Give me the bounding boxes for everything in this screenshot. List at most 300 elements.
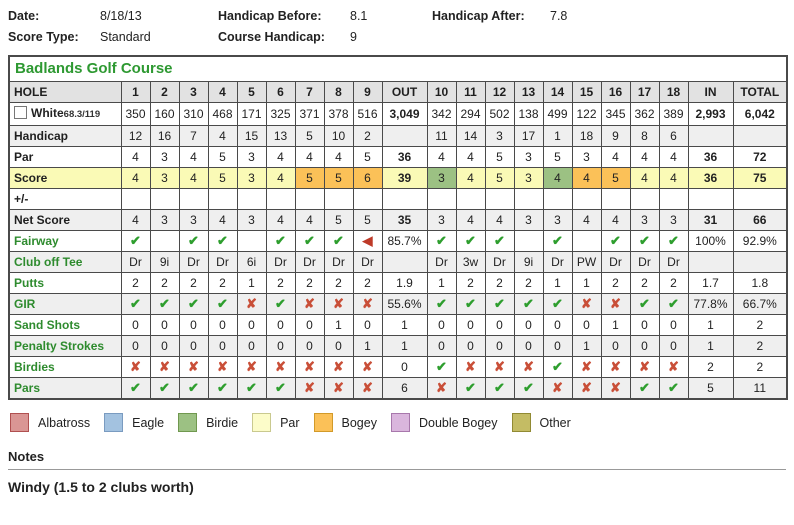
gir-cell bbox=[179, 294, 208, 315]
par-cell: 5 bbox=[208, 147, 237, 168]
cross-icon: ✘ bbox=[130, 359, 141, 374]
row-label-penalty-strokes: Penalty Strokes bbox=[9, 336, 121, 357]
putts-cell: 2 bbox=[601, 273, 630, 294]
tee-yardage-cell: 389 bbox=[659, 103, 688, 126]
check-icon: ✔ bbox=[333, 233, 344, 248]
pars-cell bbox=[179, 378, 208, 400]
putts-cell: 2 bbox=[266, 273, 295, 294]
pars-cell bbox=[237, 378, 266, 400]
row-label-sand-shots: Sand Shots bbox=[9, 315, 121, 336]
plus-minus-cell bbox=[427, 189, 456, 210]
tee-yardage-cell: 3,049 bbox=[382, 103, 427, 126]
score-type-label: Score Type: bbox=[8, 30, 79, 44]
putts-cell: 1 bbox=[543, 273, 572, 294]
putts-cell: 2 bbox=[514, 273, 543, 294]
check-icon: ✔ bbox=[217, 233, 228, 248]
check-icon: ✔ bbox=[639, 380, 650, 395]
row-score bbox=[9, 168, 787, 189]
club-off-tee-cell bbox=[688, 252, 733, 273]
fairway-cell bbox=[150, 231, 179, 252]
penalty-strokes-cell: 0 bbox=[456, 336, 485, 357]
cross-icon: ✘ bbox=[333, 380, 344, 395]
plus-minus-cell bbox=[514, 189, 543, 210]
penalty-strokes-cell: 2 bbox=[733, 336, 787, 357]
score-cell: 4 bbox=[179, 168, 208, 189]
row-label-handicap: Handicap bbox=[9, 126, 121, 147]
cross-icon: ✘ bbox=[304, 359, 315, 374]
plus-minus-cell bbox=[733, 189, 787, 210]
check-icon: ✔ bbox=[465, 233, 476, 248]
pars-cell: 11 bbox=[733, 378, 787, 400]
handicap-cell: 12 bbox=[121, 126, 150, 147]
handicap-cell: 2 bbox=[353, 126, 382, 147]
tee-yardage-cell: 2,993 bbox=[688, 103, 733, 126]
club-off-tee-cell: Dr bbox=[659, 252, 688, 273]
putts-cell: 2 bbox=[630, 273, 659, 294]
score-cell: 36 bbox=[688, 168, 733, 189]
row-label-par: Par bbox=[9, 147, 121, 168]
check-icon: ✔ bbox=[275, 296, 286, 311]
club-off-tee-cell: Dr bbox=[121, 252, 150, 273]
gir-cell: 55.6% bbox=[382, 294, 427, 315]
plus-minus-cell bbox=[659, 189, 688, 210]
club-off-tee-cell: Dr bbox=[353, 252, 382, 273]
par-cell: 4 bbox=[266, 147, 295, 168]
check-icon: ✔ bbox=[130, 296, 141, 311]
legend-label: Birdie bbox=[206, 415, 239, 430]
row-net-score bbox=[9, 210, 787, 231]
net-score-cell: 3 bbox=[514, 210, 543, 231]
legend-label: Double Bogey bbox=[418, 415, 498, 430]
score-cell: 3 bbox=[514, 168, 543, 189]
row-label-pars: Pars bbox=[9, 378, 121, 400]
legend-label: Eagle bbox=[132, 415, 165, 430]
net-score-cell: 4 bbox=[572, 210, 601, 231]
gir-cell bbox=[601, 294, 630, 315]
fairway-cell: 92.9% bbox=[733, 231, 787, 252]
sand-shots-cell: 0 bbox=[121, 315, 150, 336]
plus-minus-cell bbox=[572, 189, 601, 210]
score-cell: 4 bbox=[572, 168, 601, 189]
penalty-strokes-cell: 1 bbox=[382, 336, 427, 357]
cross-icon: ✘ bbox=[304, 380, 315, 395]
col-header: 17 bbox=[630, 82, 659, 103]
handicap-cell: 3 bbox=[485, 126, 514, 147]
net-score-cell: 3 bbox=[237, 210, 266, 231]
penalty-strokes-cell: 1 bbox=[572, 336, 601, 357]
par-cell: 3 bbox=[572, 147, 601, 168]
pars-cell bbox=[630, 378, 659, 400]
cross-icon: ✘ bbox=[610, 359, 621, 374]
birdies-cell bbox=[237, 357, 266, 378]
par-cell: 3 bbox=[237, 147, 266, 168]
tee-yardage-cell: 516 bbox=[353, 103, 382, 126]
penalty-strokes-cell: 0 bbox=[121, 336, 150, 357]
gir-cell bbox=[353, 294, 382, 315]
col-header: 6 bbox=[266, 82, 295, 103]
net-score-cell: 5 bbox=[353, 210, 382, 231]
notes-section bbox=[8, 449, 786, 495]
cross-icon: ✘ bbox=[581, 296, 592, 311]
sand-shots-cell: 1 bbox=[601, 315, 630, 336]
col-header: 12 bbox=[485, 82, 514, 103]
pars-cell: 6 bbox=[382, 378, 427, 400]
club-off-tee-cell: 3w bbox=[456, 252, 485, 273]
legend-swatch bbox=[314, 413, 333, 432]
legend-swatch bbox=[512, 413, 531, 432]
check-icon: ✔ bbox=[610, 233, 621, 248]
gir-cell bbox=[456, 294, 485, 315]
pars-cell bbox=[543, 378, 572, 400]
fairway-cell bbox=[353, 231, 382, 252]
par-cell: 36 bbox=[382, 147, 427, 168]
handicap-cell bbox=[382, 126, 427, 147]
check-icon: ✔ bbox=[465, 296, 476, 311]
putts-cell: 2 bbox=[121, 273, 150, 294]
par-cell: 5 bbox=[353, 147, 382, 168]
birdies-cell bbox=[630, 357, 659, 378]
plus-minus-cell bbox=[150, 189, 179, 210]
legend-label: Par bbox=[280, 415, 300, 430]
row-label-birdies: Birdies bbox=[9, 357, 121, 378]
score-cell: 5 bbox=[295, 168, 324, 189]
col-header: 4 bbox=[208, 82, 237, 103]
col-header: 13 bbox=[514, 82, 543, 103]
sand-shots-cell: 1 bbox=[382, 315, 427, 336]
pars-cell bbox=[353, 378, 382, 400]
check-icon: ✔ bbox=[188, 380, 199, 395]
sand-shots-cell: 0 bbox=[485, 315, 514, 336]
check-icon: ✔ bbox=[130, 233, 141, 248]
cross-icon: ✘ bbox=[333, 296, 344, 311]
fairway-cell bbox=[630, 231, 659, 252]
row-label-fairway: Fairway bbox=[9, 231, 121, 252]
handicap-cell: 7 bbox=[179, 126, 208, 147]
par-cell: 4 bbox=[295, 147, 324, 168]
handicap-cell: 14 bbox=[456, 126, 485, 147]
legend-item-par bbox=[252, 413, 299, 432]
gir-cell bbox=[324, 294, 353, 315]
birdies-cell bbox=[266, 357, 295, 378]
par-cell: 3 bbox=[150, 147, 179, 168]
par-cell: 4 bbox=[659, 147, 688, 168]
pars-cell bbox=[659, 378, 688, 400]
col-header: 1 bbox=[121, 82, 150, 103]
row-par bbox=[9, 147, 787, 168]
club-off-tee-cell: Dr bbox=[266, 252, 295, 273]
check-icon: ✔ bbox=[130, 380, 141, 395]
net-score-cell: 4 bbox=[601, 210, 630, 231]
score-cell: 75 bbox=[733, 168, 787, 189]
club-off-tee-cell: Dr bbox=[295, 252, 324, 273]
col-header: 3 bbox=[179, 82, 208, 103]
tee-label-cell bbox=[9, 103, 121, 126]
check-icon: ✔ bbox=[436, 296, 447, 311]
fairway-cell bbox=[121, 231, 150, 252]
par-cell: 4 bbox=[601, 147, 630, 168]
legend-swatch bbox=[178, 413, 197, 432]
birdies-cell bbox=[179, 357, 208, 378]
cross-icon: ✘ bbox=[275, 359, 286, 374]
handicap-cell: 5 bbox=[295, 126, 324, 147]
tee-yardage-cell: 502 bbox=[485, 103, 514, 126]
pars-cell bbox=[485, 378, 514, 400]
score-cell: 4 bbox=[659, 168, 688, 189]
sand-shots-cell: 0 bbox=[543, 315, 572, 336]
sand-shots-cell: 0 bbox=[295, 315, 324, 336]
birdies-cell bbox=[485, 357, 514, 378]
club-off-tee-cell bbox=[733, 252, 787, 273]
cross-icon: ✘ bbox=[552, 380, 563, 395]
cross-icon: ✘ bbox=[465, 359, 476, 374]
fairway-cell: 100% bbox=[688, 231, 733, 252]
fairway-cell bbox=[295, 231, 324, 252]
tee-yardage-cell: 342 bbox=[427, 103, 456, 126]
pars-cell bbox=[427, 378, 456, 400]
score-cell: 4 bbox=[456, 168, 485, 189]
fairway-cell bbox=[266, 231, 295, 252]
handicap-cell: 17 bbox=[514, 126, 543, 147]
net-score-cell: 4 bbox=[295, 210, 324, 231]
net-score-cell: 3 bbox=[150, 210, 179, 231]
legend-item-bogey bbox=[314, 413, 377, 432]
par-cell: 4 bbox=[324, 147, 353, 168]
score-cell: 3 bbox=[237, 168, 266, 189]
putts-cell: 2 bbox=[150, 273, 179, 294]
penalty-strokes-cell: 0 bbox=[266, 336, 295, 357]
check-icon: ✔ bbox=[188, 296, 199, 311]
gir-cell bbox=[630, 294, 659, 315]
row-label-plus-minus: +/- bbox=[9, 189, 121, 210]
putts-cell: 1 bbox=[237, 273, 266, 294]
club-off-tee-cell: Dr bbox=[324, 252, 353, 273]
sand-shots-cell: 0 bbox=[208, 315, 237, 336]
par-cell: 4 bbox=[121, 147, 150, 168]
fairway-cell bbox=[572, 231, 601, 252]
gir-cell bbox=[121, 294, 150, 315]
birdies-cell bbox=[543, 357, 572, 378]
sand-shots-cell: 0 bbox=[456, 315, 485, 336]
pars-cell bbox=[266, 378, 295, 400]
col-header: 11 bbox=[456, 82, 485, 103]
penalty-strokes-cell: 1 bbox=[688, 336, 733, 357]
tee-yardage-cell: 310 bbox=[179, 103, 208, 126]
handicap-before-value: 8.1 bbox=[350, 9, 368, 23]
club-off-tee-cell: Dr bbox=[543, 252, 572, 273]
fairway-cell bbox=[237, 231, 266, 252]
check-icon: ✔ bbox=[552, 233, 563, 248]
club-off-tee-cell: 6i bbox=[237, 252, 266, 273]
net-score-cell: 31 bbox=[688, 210, 733, 231]
handicap-cell: 4 bbox=[208, 126, 237, 147]
row-label-gir: GIR bbox=[9, 294, 121, 315]
notes-heading: Notes bbox=[8, 449, 45, 464]
fairway-cell bbox=[514, 231, 543, 252]
net-score-cell: 5 bbox=[324, 210, 353, 231]
row-label-club-off-tee: Club off Tee bbox=[9, 252, 121, 273]
col-header: 16 bbox=[601, 82, 630, 103]
legend-item-eagle bbox=[104, 413, 164, 432]
pars-cell bbox=[295, 378, 324, 400]
score-cell: 39 bbox=[382, 168, 427, 189]
date-label: Date: bbox=[8, 9, 40, 23]
check-icon: ✔ bbox=[494, 380, 505, 395]
score-cell: 5 bbox=[208, 168, 237, 189]
tee-checkbox[interactable] bbox=[14, 106, 27, 119]
check-icon: ✔ bbox=[494, 233, 505, 248]
plus-minus-cell bbox=[295, 189, 324, 210]
row-label-score: Score bbox=[9, 168, 121, 189]
check-icon: ✔ bbox=[552, 359, 563, 374]
plus-minus-cell bbox=[485, 189, 514, 210]
club-off-tee-cell bbox=[382, 252, 427, 273]
penalty-strokes-cell: 0 bbox=[543, 336, 572, 357]
sand-shots-cell: 0 bbox=[630, 315, 659, 336]
handicap-cell bbox=[688, 126, 733, 147]
putts-cell: 1 bbox=[427, 273, 456, 294]
row-pars bbox=[9, 378, 787, 400]
penalty-strokes-cell: 0 bbox=[324, 336, 353, 357]
fairway-cell: 85.7% bbox=[382, 231, 427, 252]
net-score-cell: 4 bbox=[208, 210, 237, 231]
cross-icon: ✘ bbox=[668, 359, 679, 374]
par-cell: 36 bbox=[688, 147, 733, 168]
col-header: IN bbox=[688, 82, 733, 103]
tee-yardage-cell: 350 bbox=[121, 103, 150, 126]
gir-cell: 77.8% bbox=[688, 294, 733, 315]
cross-icon: ✘ bbox=[581, 359, 592, 374]
plus-minus-cell bbox=[688, 189, 733, 210]
gir-cell bbox=[208, 294, 237, 315]
notes-divider bbox=[8, 469, 786, 470]
putts-cell: 2 bbox=[179, 273, 208, 294]
arrow-left-icon: ◀ bbox=[362, 233, 373, 248]
check-icon: ✔ bbox=[304, 233, 315, 248]
note-text: Windy (1.5 to 2 clubs worth) bbox=[8, 479, 194, 495]
tee-yardage-cell: 138 bbox=[514, 103, 543, 126]
plus-minus-cell bbox=[179, 189, 208, 210]
handicap-cell: 1 bbox=[543, 126, 572, 147]
col-header: TOTAL bbox=[733, 82, 787, 103]
col-header: 8 bbox=[324, 82, 353, 103]
col-header: HOLE bbox=[9, 82, 121, 103]
handicap-before-label: Handicap Before: bbox=[218, 9, 322, 23]
check-icon: ✔ bbox=[552, 296, 563, 311]
check-icon: ✔ bbox=[275, 233, 286, 248]
check-icon: ✔ bbox=[494, 296, 505, 311]
check-icon: ✔ bbox=[188, 233, 199, 248]
tee-yardage-cell: 362 bbox=[630, 103, 659, 126]
cross-icon: ✘ bbox=[523, 359, 534, 374]
col-header: 15 bbox=[572, 82, 601, 103]
sand-shots-cell: 0 bbox=[353, 315, 382, 336]
row-birdies bbox=[9, 357, 787, 378]
gir-cell bbox=[485, 294, 514, 315]
gir-cell bbox=[659, 294, 688, 315]
net-score-cell: 4 bbox=[121, 210, 150, 231]
pars-cell bbox=[150, 378, 179, 400]
handicap-cell: 16 bbox=[150, 126, 179, 147]
birdies-cell bbox=[427, 357, 456, 378]
legend-item-double-bogey bbox=[391, 413, 498, 432]
tee-yardage-cell: 6,042 bbox=[733, 103, 787, 126]
gir-cell bbox=[266, 294, 295, 315]
birdies-cell bbox=[659, 357, 688, 378]
pars-cell bbox=[572, 378, 601, 400]
legend-label: Bogey bbox=[341, 415, 377, 430]
penalty-strokes-cell: 0 bbox=[485, 336, 514, 357]
club-off-tee-cell: 9i bbox=[514, 252, 543, 273]
birdies-cell bbox=[353, 357, 382, 378]
sand-shots-cell: 0 bbox=[179, 315, 208, 336]
tee-yardage-cell: 171 bbox=[237, 103, 266, 126]
legend-swatch bbox=[10, 413, 29, 432]
legend-label: Albatross bbox=[38, 415, 91, 430]
handicap-cell: 13 bbox=[266, 126, 295, 147]
fairway-cell bbox=[324, 231, 353, 252]
pars-cell bbox=[121, 378, 150, 400]
pars-cell bbox=[601, 378, 630, 400]
fairway-cell bbox=[208, 231, 237, 252]
net-score-cell: 66 bbox=[733, 210, 787, 231]
tee-yardage-cell: 468 bbox=[208, 103, 237, 126]
row-club-off-tee bbox=[9, 252, 787, 273]
penalty-strokes-cell: 0 bbox=[601, 336, 630, 357]
course-handicap-value: 9 bbox=[350, 30, 357, 44]
check-icon: ✔ bbox=[523, 296, 534, 311]
tee-name: White bbox=[31, 106, 64, 120]
legend-item-other bbox=[512, 413, 571, 432]
tee-yardage-cell: 371 bbox=[295, 103, 324, 126]
row-putts bbox=[9, 273, 787, 294]
penalty-strokes-cell: 0 bbox=[427, 336, 456, 357]
check-icon: ✔ bbox=[465, 380, 476, 395]
cross-icon: ✘ bbox=[610, 380, 621, 395]
birdies-cell bbox=[150, 357, 179, 378]
check-icon: ✔ bbox=[668, 380, 679, 395]
score-cell: 6 bbox=[353, 168, 382, 189]
date-value: 8/18/13 bbox=[100, 9, 142, 23]
check-icon: ✔ bbox=[523, 380, 534, 395]
tee-rating-slope: 68.3/119 bbox=[63, 109, 101, 120]
sand-shots-cell: 0 bbox=[266, 315, 295, 336]
sand-shots-cell: 0 bbox=[572, 315, 601, 336]
cross-icon: ✘ bbox=[581, 380, 592, 395]
tee-yardage-cell: 499 bbox=[543, 103, 572, 126]
handicap-cell: 8 bbox=[630, 126, 659, 147]
birdies-cell bbox=[572, 357, 601, 378]
legend-label: Other bbox=[539, 415, 571, 430]
plus-minus-cell bbox=[543, 189, 572, 210]
handicap-after-value: 7.8 bbox=[550, 9, 568, 23]
club-off-tee-cell: PW bbox=[572, 252, 601, 273]
score-cell: 4 bbox=[266, 168, 295, 189]
fairway-cell bbox=[659, 231, 688, 252]
par-cell: 5 bbox=[485, 147, 514, 168]
plus-minus-cell bbox=[324, 189, 353, 210]
cross-icon: ✘ bbox=[436, 380, 447, 395]
club-off-tee-cell: Dr bbox=[630, 252, 659, 273]
putts-cell: 2 bbox=[485, 273, 514, 294]
legend-swatch bbox=[391, 413, 410, 432]
sand-shots-cell: 0 bbox=[150, 315, 179, 336]
putts-cell: 2 bbox=[295, 273, 324, 294]
net-score-cell: 3 bbox=[427, 210, 456, 231]
score-cell: 5 bbox=[324, 168, 353, 189]
row-gir bbox=[9, 294, 787, 315]
putts-cell: 2 bbox=[208, 273, 237, 294]
penalty-strokes-cell: 0 bbox=[208, 336, 237, 357]
